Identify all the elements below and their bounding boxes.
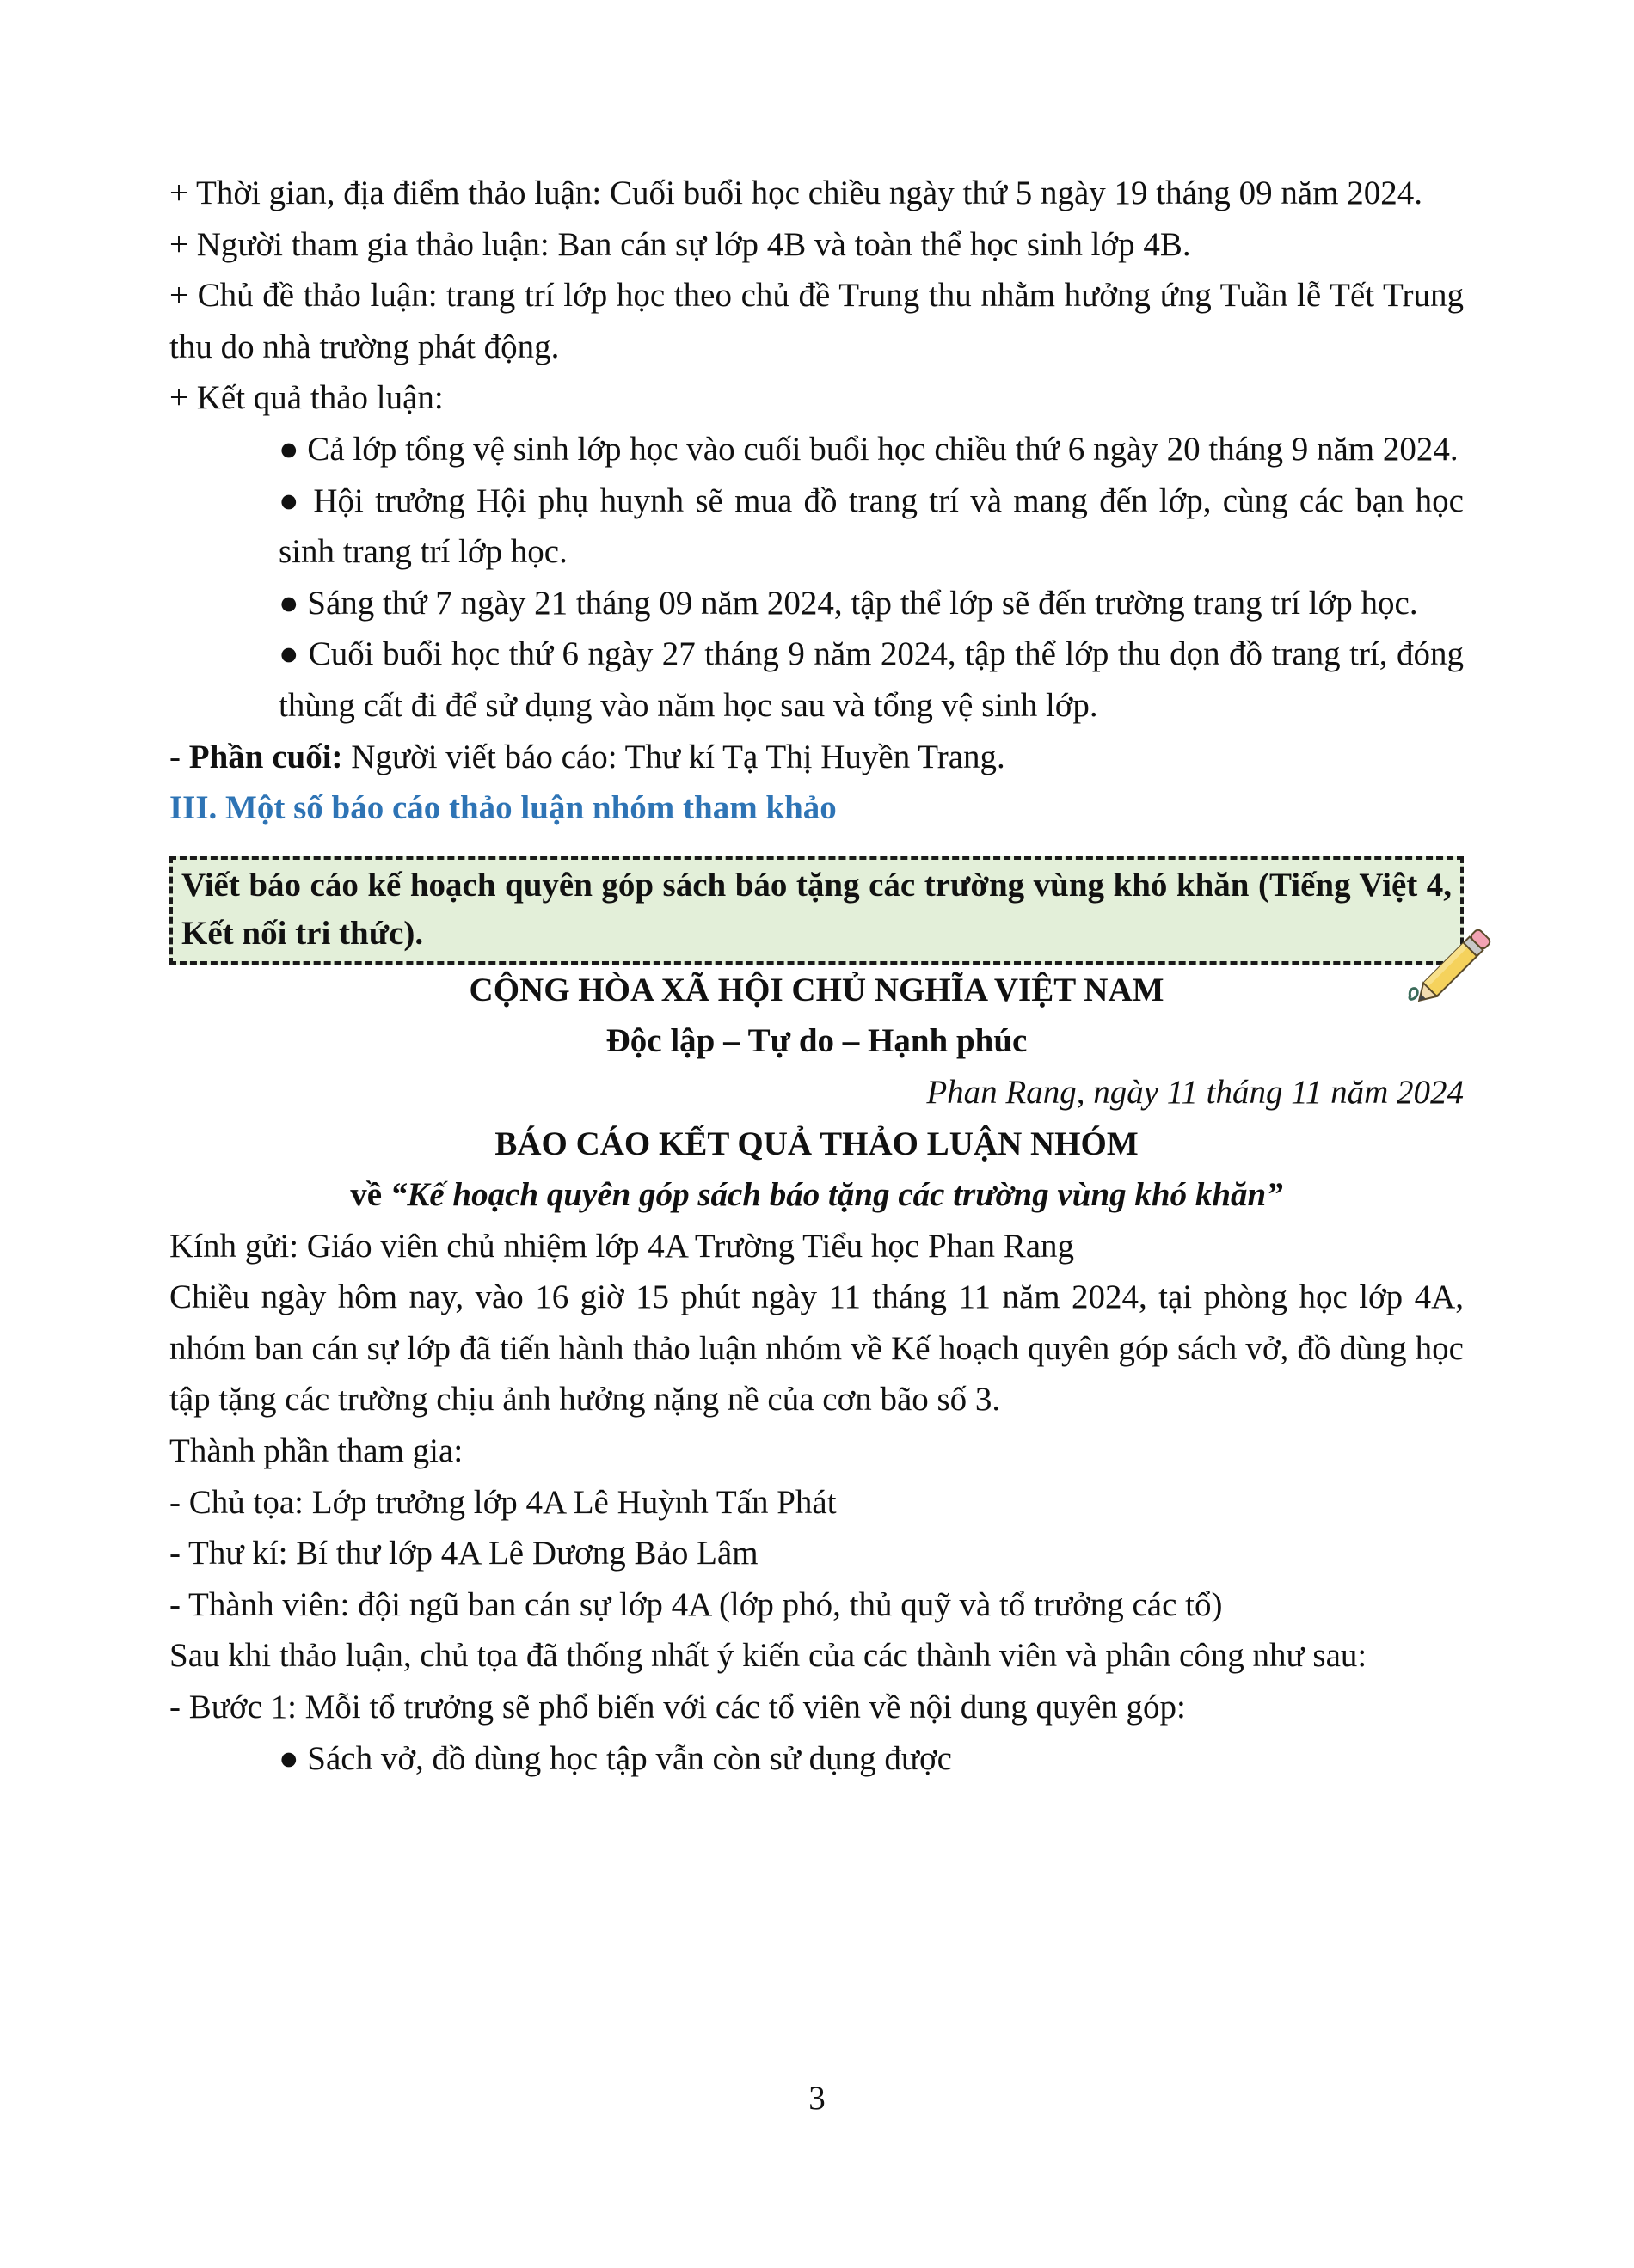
members-label: Thành phần tham gia: bbox=[169, 1432, 464, 1470]
place-date: Phan Rang, ngày 11 tháng 11 năm 2024 bbox=[926, 1073, 1464, 1111]
subtitle-prefix: về bbox=[350, 1176, 390, 1214]
final-label: Phần cuối: bbox=[188, 738, 343, 775]
document-body bbox=[169, 168, 1464, 1784]
discussion-participants: + Người tham gia thảo luận: Ban cán sự lớp 4B và toàn thể học sinh lớp 4B. bbox=[169, 225, 1191, 263]
report-intro: Chiều ngày hôm nay, vào 16 giờ 15 phút ngày 11 tháng 11 năm 2024, tại phòng học lớp 4A, nhóm ban cán sự lớp đã tiến hành thảo luận nhóm về Kế hoạch quyên góp sách vở, đồ dùng học tập tặng các trường chịu ảnh hưởng nặng nề của cơn bão số 3. bbox=[169, 1278, 1464, 1419]
step-1: - Bước 1: Mỗi tổ trưởng sẽ phổ biến với các tổ viên về nội dung quyên góp: bbox=[169, 1689, 1186, 1726]
addressee: Kính gửi: Giáo viên chủ nhiệm lớp 4A Trường Tiểu học Phan Rang bbox=[169, 1227, 1075, 1265]
pencil-icon bbox=[1405, 918, 1508, 1013]
discussion-result-item: ● Cả lớp tổng vệ sinh lớp học vào cuối buổi học chiều thứ 6 ngày 20 tháng 9 năm 2024. bbox=[279, 430, 1459, 468]
discussion-result-label: + Kết quả thảo luận: bbox=[169, 379, 444, 417]
subtitle-italic: “Kế hoạch quyên góp sách báo tặng các trường vùng khó khăn” bbox=[390, 1176, 1283, 1214]
report-subtitle bbox=[169, 1169, 1464, 1221]
discussion-topic: + Chủ đề thảo luận: trang trí lớp học theo chủ đề Trung thu nhằm hưởng ứng Tuần lễ Tết Trung thu do nhà trường phát động. bbox=[169, 277, 1464, 365]
task-callout-wrapper bbox=[169, 856, 1464, 965]
discussion-result-item: ● Hội trưởng Hội phụ huynh sẽ mua đồ trang trí và mang đến lớp, cùng các bạn học sinh trang trí lớp học. bbox=[279, 481, 1464, 571]
page-number: 3 bbox=[808, 2080, 826, 2117]
discussion-time-place: + Thời gian, địa điểm thảo luận: Cuối buổi học chiều ngày thứ 5 ngày 19 tháng 09 năm 2024. bbox=[169, 175, 1423, 211]
task-callout: Viết báo cáo kế hoạch quyên góp sách báo tặng các trường vùng khó khăn (Tiếng Việt 4, Kết nối tri thức). bbox=[169, 856, 1464, 965]
final-text: Người viết báo cáo: Thư kí Tạ Thị Huyền Trang. bbox=[342, 738, 1005, 775]
members-line: - Thành viên: đội ngũ ban cán sự lớp 4A (lớp phó, thủ quỹ và tổ trưởng các tổ) bbox=[169, 1585, 1223, 1623]
step-1-item: ● Sách vở, đồ dùng học tập vẫn còn sử dụng được bbox=[279, 1739, 952, 1777]
conclusion: Sau khi thảo luận, chủ tọa đã thống nhất ý kiến của các thành viên và phân công như sau: bbox=[169, 1637, 1367, 1675]
section-heading: III. Một số báo cáo thảo luận nhóm tham khảo bbox=[169, 789, 837, 827]
national-title: CỘNG HÒA XÃ HỘI CHỦ NGHĨA VIỆT NAM bbox=[469, 971, 1164, 1008]
final-prefix: - bbox=[169, 738, 189, 775]
discussion-result-item: ● Cuối buổi học thứ 6 ngày 27 tháng 9 năm 2024, tập thể lớp thu dọn đồ trang trí, đóng thùng cất đi để sử dụng vào năm học sau và tổng vệ sinh lớp. bbox=[279, 635, 1464, 724]
discussion-final-part bbox=[169, 732, 1464, 783]
discussion-result-item: ● Sáng thứ 7 ngày 21 tháng 09 năm 2024, tập thể lớp sẽ đến trường trang trí lớp học. bbox=[279, 584, 1418, 622]
report-title: BÁO CÁO KẾT QUẢ THẢO LUẬN NHÓM bbox=[494, 1125, 1139, 1162]
chair-line: - Chủ tọa: Lớp trưởng lớp 4A Lê Huỳnh Tấn Phát bbox=[169, 1483, 837, 1521]
national-motto: Độc lập – Tự do – Hạnh phúc bbox=[605, 1022, 1028, 1060]
secretary-line: - Thư kí: Bí thư lớp 4A Lê Dương Bảo Lâm bbox=[169, 1535, 759, 1572]
